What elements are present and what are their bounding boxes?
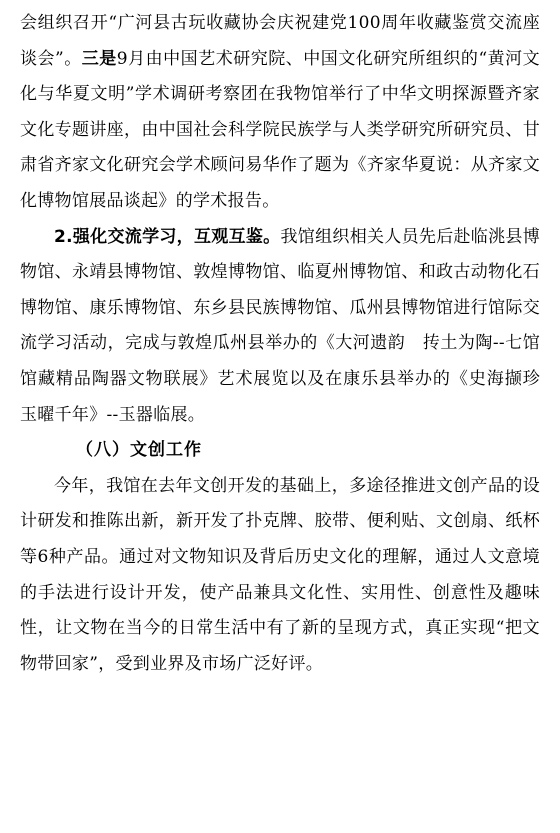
paragraph-exchange-bold-title: 2.强化交流学习，互观互鉴。 (54, 226, 281, 247)
paragraph-exchange-body: 我馆组织相关人员先后赴临洮县博物馆、永靖县博物馆、敦煌博物馆、临夏州博物馆、和政古动物化石博物馆、康乐博物馆、东乡县民族博物馆、瓜州县博物馆进行馆际交流学习活动，完成与敦煌瓜州县举办的《大河遗韵 抟土为陶--七馆馆藏精品陶器文物联展》艺术展览以及在康乐县举办的《史海撷珍 玉曜千年》--玉器临展。 (20, 226, 558, 425)
paragraph-events-bold-marker: 三是 (81, 48, 117, 69)
paragraph-events-intro: 会组织召开“广河县古玩收藏协会庆祝建党100周年收藏鉴赏交流座谈会”。 (20, 13, 540, 69)
paragraph-events (20, 6, 540, 220)
paragraph-exchange (20, 220, 558, 434)
paragraph-events-body: 9月由中国艺术研究院、中国文化研究所组织的“黄河文化与华夏文明”学术调研考察团在我物馆举行了中华文明探源暨齐家文化专题讲座，由中国社会科学院民族学与人类学研究所研究员、甘肃省齐家文化研究会学术顾问易华作了题为《齐家华夏说：从齐家文化博物馆展品谈起》的学术报告。 (20, 48, 540, 211)
section-heading-cultural-creative (20, 433, 540, 469)
section-heading-text: （八）文创工作 (76, 440, 202, 461)
paragraph-cultural-creative: 今年，我馆在去年文创开发的基础上，多途径推进文创产品的设计研发和推陈出新，新开发了扑克牌、胶带、便利贴、文创扇、纸杯等6种产品。通过对文物知识及背后历史文化的理解，通过人文意境的手法进行设计开发，使产品兼具文化性、实用性、创意性及趣味性，让文物在当今的日常生活中有了新的呈现方式，真正实现“把文物带回家”，受到业界及市场广泛好评。 (20, 475, 540, 674)
